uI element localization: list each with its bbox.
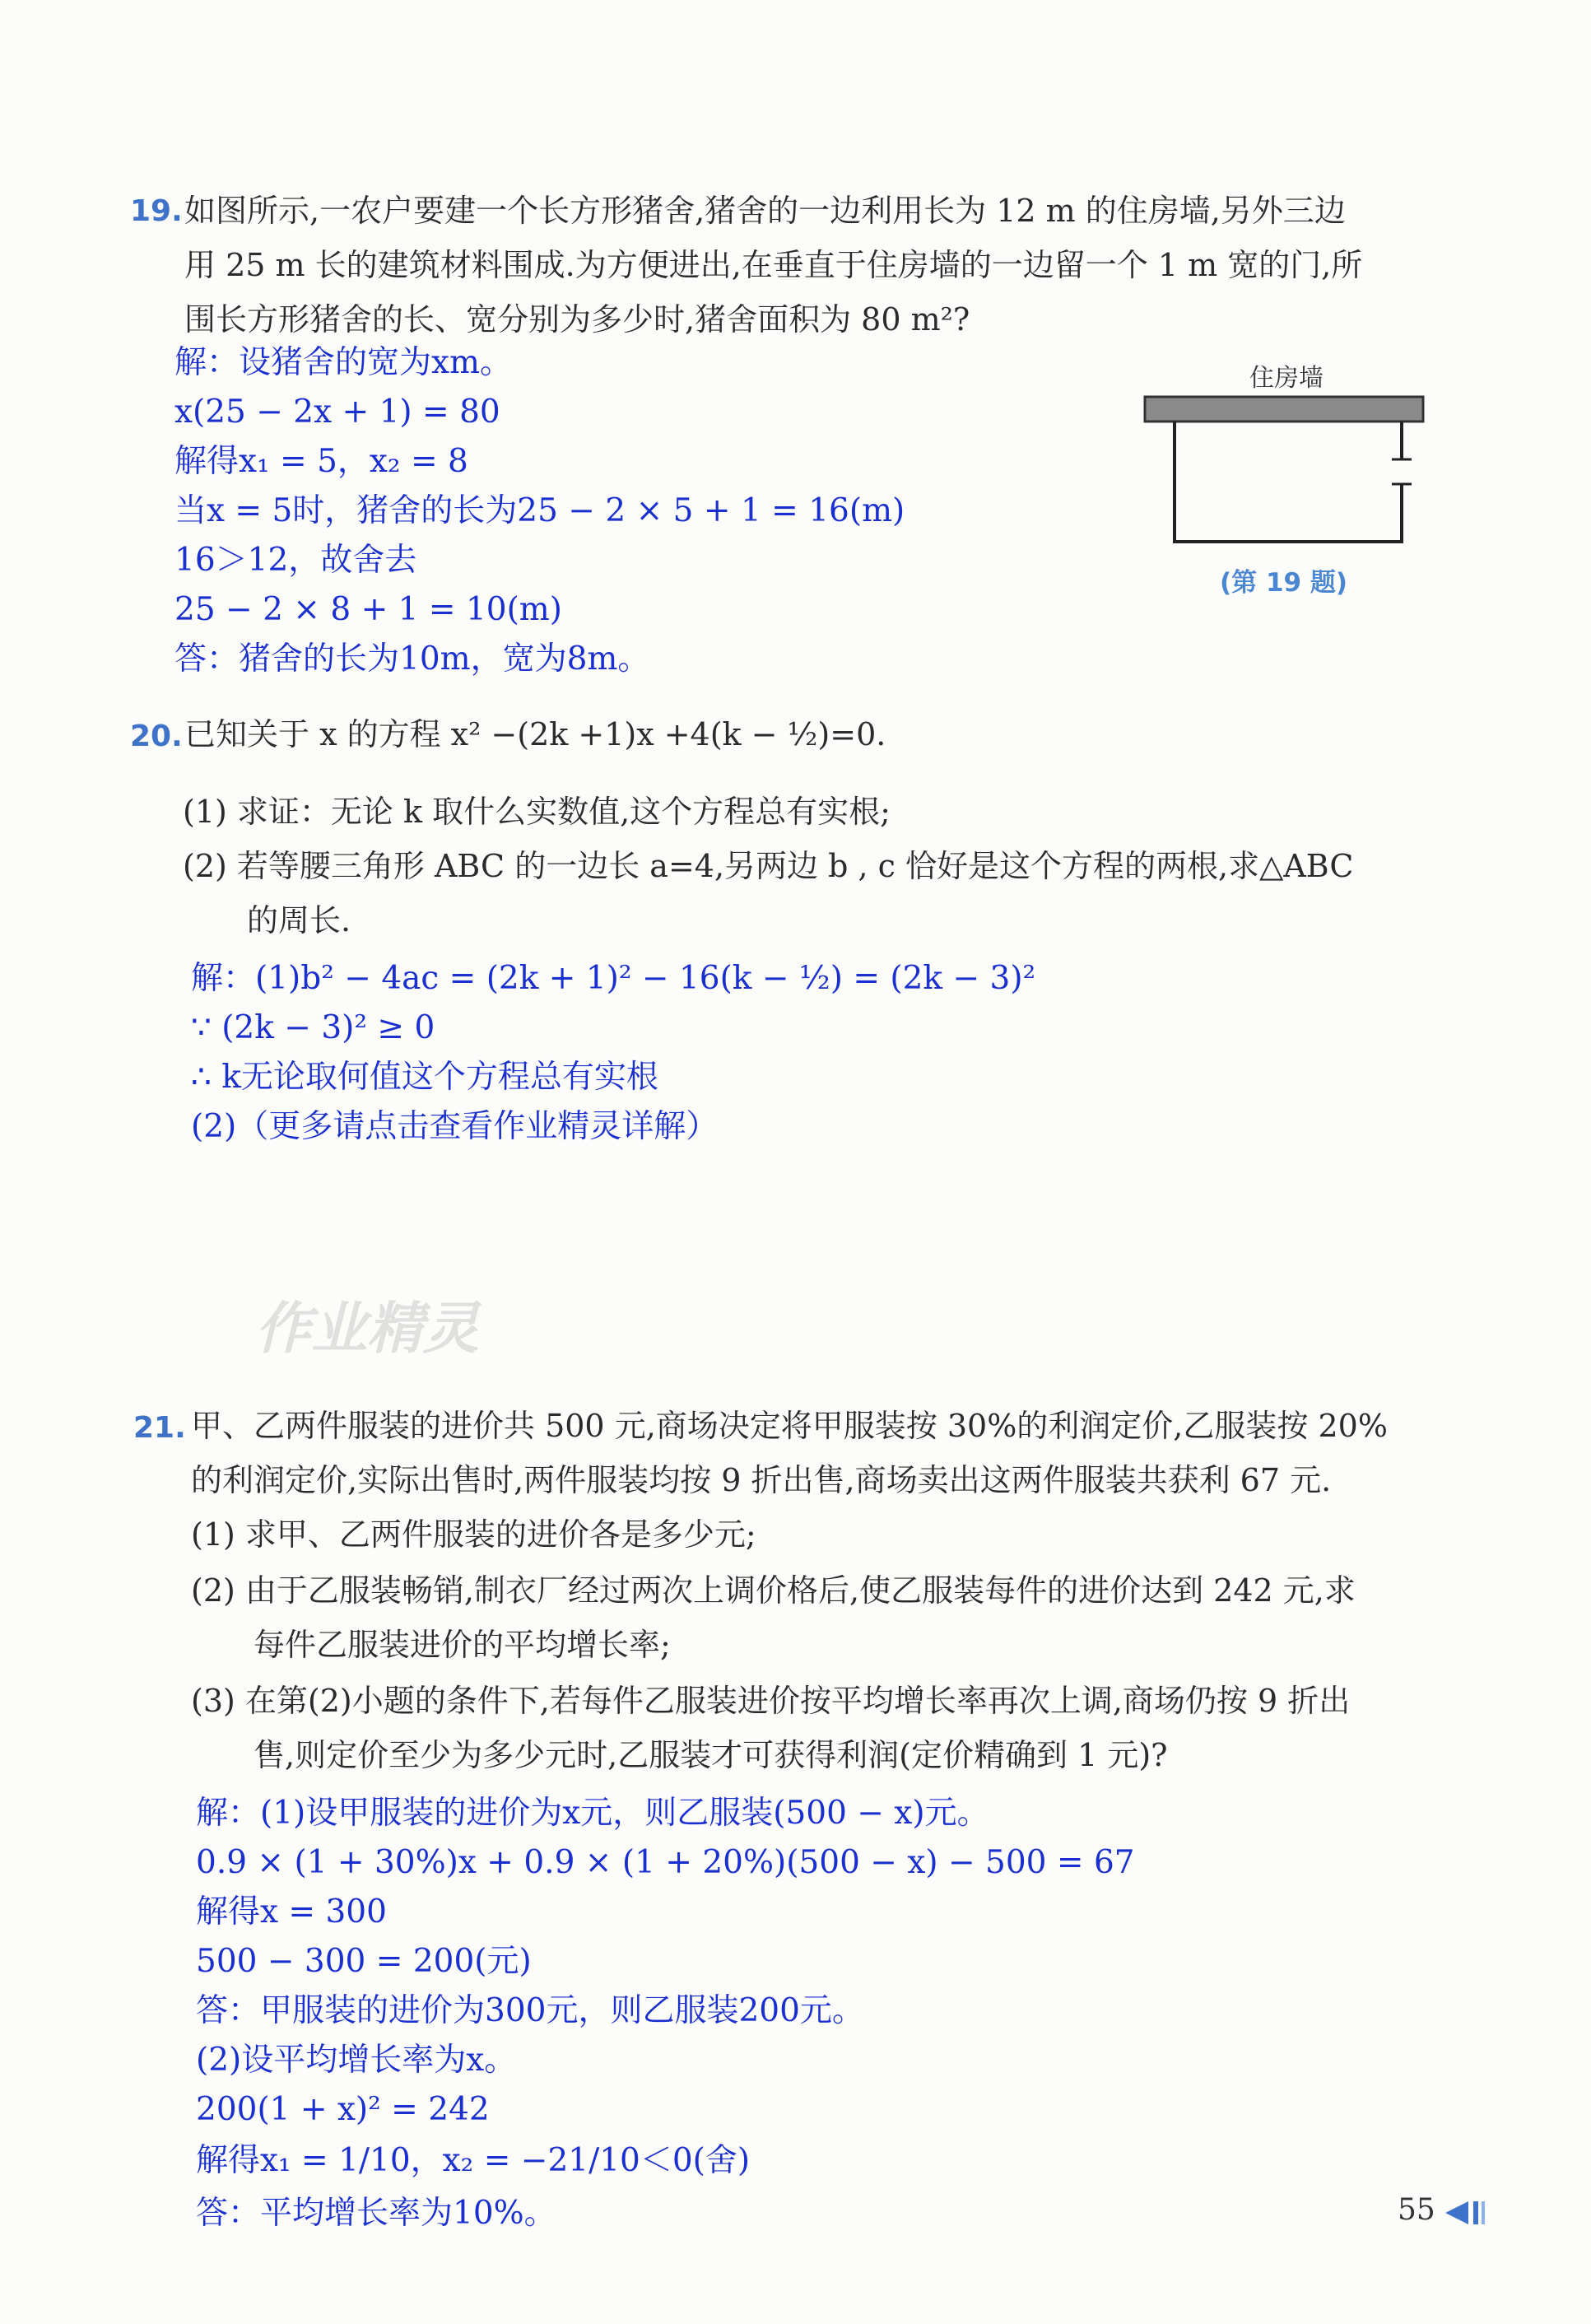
- q20-answer-4: (2)（更多请点击查看作业精灵详解）: [191, 1108, 719, 1145]
- q21-answer-6: (2)设平均增长率为x。: [196, 2042, 517, 2079]
- question-21-line-2: 的利润定价,实际出售时,两件服装均按 9 折出售,商场卖出这两件服装共获利 67 元.: [191, 1462, 1332, 1498]
- question-21-part-2: (2) 由于乙服装畅销,制衣厂经过两次上调价格后,使乙服装每件的进价达到 242 元,求: [191, 1572, 1356, 1609]
- page-arrow-icon: [1442, 2196, 1491, 2229]
- q21-answer-9: 答：平均增长率为10%。: [196, 2195, 556, 2232]
- question-21-line-1: 甲、乙两件服装的进价共 500 元,商场决定将甲服装按 30%的利润定价,乙服装按 20%: [191, 1408, 1388, 1444]
- question-19-line-2: 用 25 m 长的建筑材料围成.为方便进出,在垂直于住房墙的一边留一个 1 m 宽的门,所: [184, 247, 1363, 283]
- question-21-part-3-cont: 售,则定价至少为多少元时,乙服装才可获得利润(定价精确到 1 元)?: [254, 1737, 1168, 1773]
- question-19-number: 19.: [130, 194, 183, 228]
- question-21-part-3: (3) 在第(2)小题的条件下,若每件乙服装进价按平均增长率再次上调,商场仍按 9 折出: [191, 1683, 1351, 1719]
- q21-answer-8: 解得x₁ = 1/10，x₂ = −21/10＜0(舍): [196, 2142, 751, 2179]
- question-20-part-2: (2) 若等腰三角形 ABC 的一边长 a=4,另两边 b , c 恰好是这个方程的两根,求△ABC: [183, 848, 1354, 884]
- figure-wall-label: 住房墙: [1249, 364, 1324, 393]
- question-21-part-2-cont: 每件乙服装进价的平均增长率;: [254, 1627, 671, 1663]
- q19-answer-7: 答：猪舍的长为10m，宽为8m。: [174, 640, 650, 678]
- house-wall: [1145, 397, 1423, 421]
- question-21-part-1: (1) 求甲、乙两件服装的进价各是多少元;: [191, 1516, 756, 1553]
- pigsty-diagram: [1140, 387, 1436, 552]
- watermark: 作业精灵: [255, 1297, 480, 1362]
- q21-answer-7: 200(1 + x)² = 242: [196, 2091, 490, 2128]
- q19-answer-2: x(25 − 2x + 1) = 80: [174, 394, 500, 431]
- question-19-line-1: 如图所示,一农户要建一个长方形猪舍,猪舍的一边利用长为 12 m 的住房墙,另外三边: [184, 193, 1346, 229]
- q19-answer-3: 解得x₁ = 5，x₂ = 8: [174, 443, 468, 480]
- pen-outline: [1175, 421, 1402, 542]
- q21-answer-4: 500 − 300 = 200(元): [196, 1943, 532, 1980]
- q19-answer-1: 解：设猪舍的宽为xm。: [174, 344, 512, 381]
- question-19-line-3: 围长方形猪舍的长、宽分别为多少时,猪舍面积为 80 m²?: [184, 301, 970, 338]
- q21-answer-3: 解得x = 300: [196, 1893, 387, 1930]
- question-20-part-1: (1) 求证：无论 k 取什么实数值,这个方程总有实根;: [183, 794, 891, 830]
- q19-answer-4: 当x = 5时，猪舍的长为25 − 2 × 5 + 1 = 16(m): [174, 492, 905, 529]
- q19-answer-6: 25 − 2 × 8 + 1 = 10(m): [174, 591, 562, 628]
- q20-answer-2: ∵ (2k − 3)² ≥ 0: [191, 1009, 435, 1046]
- question-20-number: 20.: [130, 720, 183, 753]
- figure-caption: (第 19 题): [1220, 568, 1348, 598]
- q20-answer-3: ∴ k无论取何值这个方程总有实根: [191, 1059, 658, 1096]
- q21-answer-1: 解：(1)设甲服装的进价为x元，则乙服装(500 − x)元。: [196, 1795, 989, 1832]
- q21-answer-2: 0.9 × (1 + 30%)x + 0.9 × (1 + 20%)(500 − x) − 500 = 67: [196, 1844, 1135, 1881]
- q21-answer-5: 答：甲服装的进价为300元，则乙服装200元。: [196, 1992, 864, 2029]
- question-20-stem: 已知关于 x 的方程 x² −(2k +1)x +4(k − ½)=0.: [184, 716, 886, 752]
- question-20-part-2-cont: 的周长.: [247, 902, 351, 938]
- question-21-number: 21.: [133, 1411, 186, 1445]
- q19-answer-5: 16＞12，故舍去: [174, 542, 417, 579]
- page-number: 55: [1398, 2193, 1435, 2227]
- q20-answer-1: 解：(1)b² − 4ac = (2k + 1)² − 16(k − ½) = (2k − 3)²: [191, 960, 1036, 997]
